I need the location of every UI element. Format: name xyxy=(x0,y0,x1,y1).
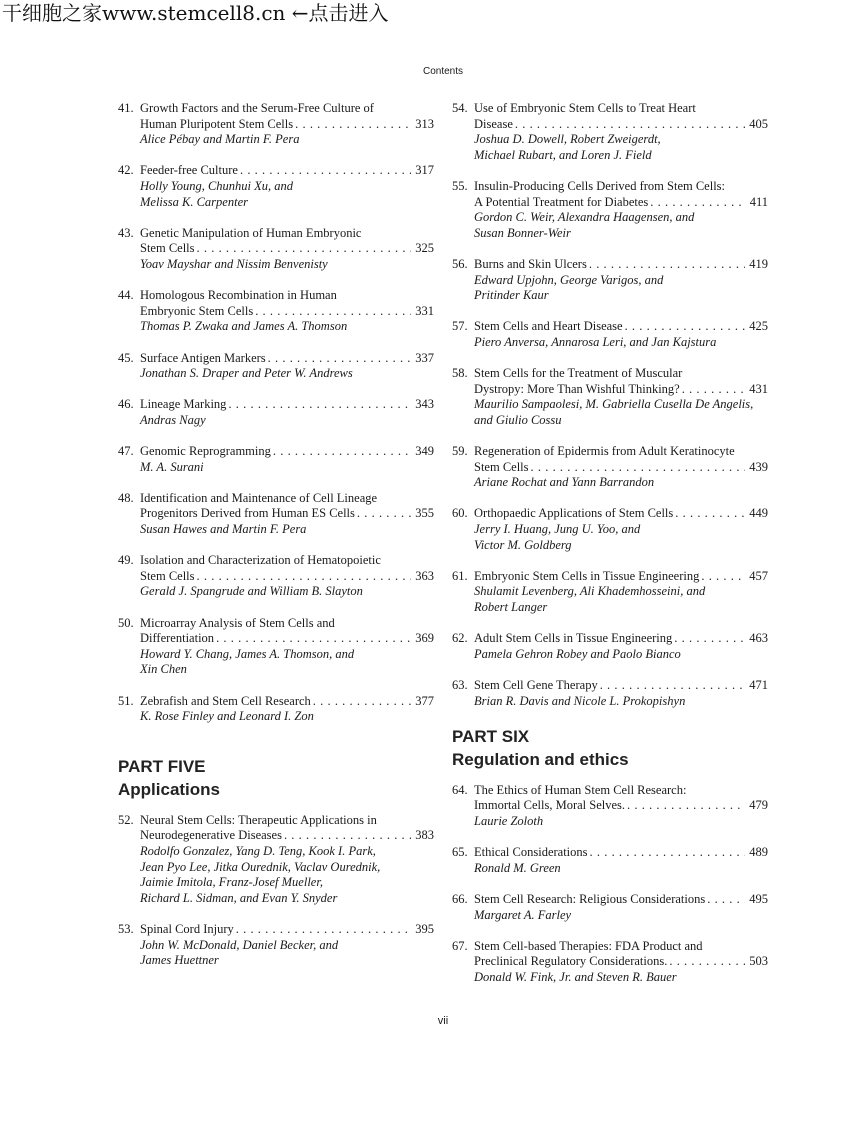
chapter-title-text: Disease xyxy=(474,116,513,131)
dot-leader xyxy=(600,678,746,694)
chapter-number: 54. xyxy=(452,101,468,115)
chapter-title-text: Embryonic Stem Cells in Tissue Engineering xyxy=(474,568,700,583)
chapter-authors: Susan Hawes and Martin F. Pera xyxy=(140,522,307,537)
chapter-number: 64. xyxy=(452,782,468,797)
page-ref: 343 xyxy=(415,397,434,412)
chapter-title-text: Neurodegenerative Diseases xyxy=(140,828,282,843)
toc-entry[interactable] xyxy=(118,226,434,273)
toc-entry[interactable] xyxy=(118,553,434,600)
dot-leader xyxy=(590,845,746,861)
chapter-title-line xyxy=(474,382,768,398)
chapter-title-line xyxy=(474,506,768,522)
chapter-title-text: Burns and Skin Ulcers xyxy=(474,256,587,271)
page-ref: 405 xyxy=(749,116,768,131)
toc-entry[interactable] xyxy=(452,444,768,491)
page-ref: 363 xyxy=(415,568,434,583)
chapter-number: 59. xyxy=(452,444,468,459)
chapter-number: 65. xyxy=(452,845,468,860)
page-ref: 489 xyxy=(749,845,768,860)
toc-entry[interactable] xyxy=(118,616,434,678)
chapter-title-text: Stem Cells xyxy=(140,568,195,583)
page-ref: 419 xyxy=(749,256,768,271)
chapter-title-text: Stem Cell Research: Religious Considerations xyxy=(474,891,706,906)
dot-leader xyxy=(625,319,746,335)
chapter-authors: Pritinder Kaur xyxy=(474,288,549,303)
chapter-number: 60. xyxy=(452,506,468,521)
toc-entry[interactable] xyxy=(118,444,434,475)
chapter-title-line xyxy=(140,163,434,179)
chapter-authors: Melissa K. Carpenter xyxy=(140,194,248,209)
chapter-title-text: Zebrafish and Stem Cell Research xyxy=(140,693,311,708)
chapter-title-text: A Potential Treatment for Diabetes xyxy=(474,194,649,209)
chapter-title-line xyxy=(140,351,434,367)
page-ref: 325 xyxy=(415,241,434,256)
chapter-authors: Jaimie Imitola, Franz-Josef Mueller, xyxy=(140,875,323,890)
chapter-title-line: Insulin-Producing Cells Derived from Stem Cells: xyxy=(474,178,726,193)
dot-leader xyxy=(295,117,411,133)
chapter-authors: Joshua D. Dowell, Robert Zweigerdt, xyxy=(474,132,661,147)
chapter-authors: Yoav Mayshar and Nissim Benvenisty xyxy=(140,256,328,271)
chapter-authors: Maurilio Sampaolesi, M. Gabriella Cusella De Angelis, xyxy=(474,397,754,412)
chapter-number: 48. xyxy=(118,490,134,505)
chapter-title-text: Orthopaedic Applications of Stem Cells xyxy=(474,506,674,521)
chapter-title-text: Stem Cells xyxy=(474,459,529,474)
chapter-title-text: Preclinical Regulatory Considerations. xyxy=(474,954,668,969)
chapter-title-line xyxy=(474,117,768,133)
chapter-title-line xyxy=(474,195,768,211)
page-ref: 331 xyxy=(415,303,434,318)
page-ref: 479 xyxy=(749,798,768,813)
chapter-title-text: Embryonic Stem Cells xyxy=(140,303,254,318)
chapter-title-text: Ethical Considerations xyxy=(474,845,588,860)
chapter-title-text: Genomic Reprogramming xyxy=(140,444,271,459)
page-ref: 411 xyxy=(749,194,768,209)
chapter-authors: James Huettner xyxy=(140,953,219,968)
page-ref: 313 xyxy=(415,116,434,131)
page-ref: 395 xyxy=(415,921,434,936)
chapter-number: 43. xyxy=(118,225,134,240)
chapter-authors: Donald W. Fink, Jr. and Steven R. Bauer xyxy=(474,969,677,984)
dot-leader xyxy=(273,444,411,460)
chapter-authors: Victor M. Goldberg xyxy=(474,537,572,552)
toc-entry[interactable] xyxy=(452,506,768,553)
page-ref: 471 xyxy=(749,677,768,692)
part-label: PART SIX xyxy=(452,726,530,746)
chapter-number: 61. xyxy=(452,568,468,583)
chapter-number: 47. xyxy=(118,444,134,459)
chapter-number: 62. xyxy=(452,631,468,646)
chapter-title-line xyxy=(474,631,768,647)
page-ref: 457 xyxy=(749,568,768,583)
toc-right-column xyxy=(452,101,768,1001)
page-ref: 425 xyxy=(749,319,768,334)
dot-leader xyxy=(240,163,411,179)
chapter-authors: Ariane Rochat and Yann Barrandon xyxy=(474,475,655,490)
chapter-title-text: Dystropy: More Than Wishful Thinking? xyxy=(474,381,680,396)
page-ref: 449 xyxy=(749,506,768,521)
dot-leader xyxy=(531,460,746,476)
chapter-title-line xyxy=(140,117,434,133)
dot-leader xyxy=(357,506,411,522)
chapter-title-line xyxy=(140,694,434,710)
chapter-title-line: Growth Factors and the Serum-Free Culture of xyxy=(140,101,374,115)
chapter-title-line xyxy=(140,444,434,460)
page-ref: 317 xyxy=(415,163,434,178)
chapter-authors: Edward Upjohn, George Varigos, and xyxy=(474,272,664,287)
toc-entry[interactable] xyxy=(118,922,434,969)
chapter-title-text: Spinal Cord Injury xyxy=(140,921,234,936)
chapter-title-line xyxy=(474,678,768,694)
chapter-number: 53. xyxy=(118,921,134,936)
dot-leader xyxy=(682,382,746,398)
chapter-authors: Andras Nagy xyxy=(140,412,206,427)
toc-left-column xyxy=(118,101,434,984)
toc-entry[interactable] xyxy=(452,892,768,923)
chapter-number: 58. xyxy=(452,366,468,381)
part-heading xyxy=(452,725,768,771)
toc-entry[interactable] xyxy=(118,163,434,210)
dot-leader xyxy=(627,798,745,814)
dot-leader xyxy=(675,506,745,522)
chapter-number: 63. xyxy=(452,677,468,692)
chapter-title-text: Surface Antigen Markers xyxy=(140,350,266,365)
chapter-title-line xyxy=(474,460,768,476)
toc-entry[interactable] xyxy=(452,783,768,830)
toc-entry[interactable] xyxy=(452,257,768,304)
toc-entry[interactable] xyxy=(118,813,434,907)
chapter-authors: Piero Anversa, Annarosa Leri, and Jan Kajstura xyxy=(474,334,717,349)
chapter-authors: John W. McDonald, Daniel Becker, and xyxy=(140,937,339,952)
toc-entry[interactable] xyxy=(118,101,434,148)
chapter-authors: K. Rose Finley and Leonard I. Zon xyxy=(140,709,314,724)
chapter-title-line: Identification and Maintenance of Cell Lineage xyxy=(140,490,378,505)
toc-entry[interactable] xyxy=(452,101,768,163)
page-ref: 337 xyxy=(415,350,434,365)
page-ref: 383 xyxy=(415,828,434,843)
chapter-title-line xyxy=(140,569,434,585)
toc-entry[interactable] xyxy=(118,351,434,382)
chapter-authors: Gerald J. Spangrude and William B. Slayton xyxy=(140,584,363,599)
chapter-title-line xyxy=(474,257,768,273)
chapter-title-line xyxy=(140,397,434,413)
chapter-title-line xyxy=(474,798,768,814)
chapter-title-text: Adult Stem Cells in Tissue Engineering xyxy=(474,631,673,646)
chapter-number: 55. xyxy=(452,178,468,193)
chapter-title-text: Lineage Marking xyxy=(140,397,227,412)
chapter-number: 56. xyxy=(452,256,468,271)
dot-leader xyxy=(674,631,745,647)
dot-leader xyxy=(284,828,411,844)
chapter-number: 46. xyxy=(118,397,134,412)
chapter-title-line: Neural Stem Cells: Therapeutic Applications in xyxy=(140,812,377,827)
dot-leader xyxy=(707,892,745,908)
chapter-authors: Holly Young, Chunhui Xu, and xyxy=(140,178,294,193)
chapter-number: 50. xyxy=(118,615,134,630)
toc-entry[interactable] xyxy=(118,491,434,538)
chapter-title-line: Genetic Manipulation of Human Embryonic xyxy=(140,225,362,240)
chapter-title-line: Use of Embryonic Stem Cells to Treat Heart xyxy=(474,101,696,115)
toc-entry[interactable] xyxy=(118,694,434,725)
page-ref: 377 xyxy=(415,693,434,708)
part-label: PART FIVE xyxy=(118,756,206,776)
dot-leader xyxy=(197,569,412,585)
chapter-title-line xyxy=(140,828,434,844)
dot-leader xyxy=(197,241,412,257)
chapter-title-line xyxy=(140,922,434,938)
toc-entry[interactable] xyxy=(118,288,434,335)
chapter-authors: Shulamit Levenberg, Ali Khademhosseini, and xyxy=(474,584,706,599)
dot-leader xyxy=(268,351,412,367)
chapter-number: 67. xyxy=(452,938,468,953)
toc-entry[interactable] xyxy=(118,397,434,428)
dot-leader xyxy=(589,257,745,273)
chapter-number: 57. xyxy=(452,319,468,334)
chapter-authors: Pamela Gehron Robey and Paolo Bianco xyxy=(474,646,681,661)
chapter-authors: Susan Bonner-Weir xyxy=(474,225,571,240)
toc-entry[interactable] xyxy=(452,678,768,709)
chapter-authors: Gordon C. Weir, Alexandra Haagensen, and xyxy=(474,210,695,225)
part-heading xyxy=(118,755,434,801)
dot-leader xyxy=(228,397,411,413)
chapter-authors: Michael Rubart, and Loren J. Field xyxy=(474,147,652,162)
part-title: Regulation and ethics xyxy=(452,749,629,769)
chapter-title-text: Stem Cell Gene Therapy xyxy=(474,677,598,692)
chapter-number: 51. xyxy=(118,693,134,708)
chapter-authors: Rodolfo Gonzalez, Yang D. Teng, Kook I. Park, xyxy=(140,843,376,858)
toc-entry[interactable] xyxy=(452,179,768,241)
dot-leader xyxy=(216,631,411,647)
toc-entry[interactable] xyxy=(452,319,768,350)
chapter-authors: Jonathan S. Draper and Peter W. Andrews xyxy=(140,366,353,381)
page-ref: 463 xyxy=(749,631,768,646)
dot-leader xyxy=(669,954,745,970)
dot-leader xyxy=(236,922,412,938)
chapter-authors: Richard L. Sidman, and Evan Y. Snyder xyxy=(140,890,338,905)
dot-leader xyxy=(515,117,745,133)
chapter-title-line xyxy=(140,631,434,647)
chapter-authors: M. A. Surani xyxy=(140,459,204,474)
page-ref: 349 xyxy=(415,444,434,459)
chapter-title-line: Regeneration of Epidermis from Adult Keratinocyte xyxy=(474,444,735,459)
chapter-title-line xyxy=(140,241,434,257)
chapter-authors: and Giulio Cossu xyxy=(474,412,562,427)
chapter-title-line xyxy=(140,506,434,522)
chapter-title-line xyxy=(474,845,768,861)
chapter-number: 45. xyxy=(118,350,134,365)
chapter-title-line: Stem Cell-based Therapies: FDA Product and xyxy=(474,938,703,953)
chapter-title-text: Progenitors Derived from Human ES Cells xyxy=(140,506,355,521)
chapter-authors: Laurie Zoloth xyxy=(474,813,544,828)
chapter-title-line: Microarray Analysis of Stem Cells and xyxy=(140,615,335,630)
chapter-title-line: Stem Cells for the Treatment of Muscular xyxy=(474,366,683,381)
page-ref: 503 xyxy=(749,954,768,969)
chapter-authors: Robert Langer xyxy=(474,600,548,614)
dot-leader xyxy=(701,569,745,585)
page-ref: 495 xyxy=(749,891,768,906)
toc-entry[interactable] xyxy=(452,939,768,986)
chapter-authors: Margaret A. Farley xyxy=(474,907,572,922)
chapter-title-line xyxy=(474,319,768,335)
chapter-number: 42. xyxy=(118,163,134,178)
toc-entry[interactable] xyxy=(452,631,768,662)
chapter-title-line: The Ethics of Human Stem Cell Research: xyxy=(474,782,687,797)
chapter-authors: Howard Y. Chang, James A. Thomson, and xyxy=(140,646,355,661)
chapter-authors: Jean Pyo Lee, Jitka Ourednik, Vaclav Ourednik, xyxy=(140,859,381,874)
chapter-authors: Thomas P. Zwaka and James A. Thomson xyxy=(140,319,348,334)
chapter-number: 49. xyxy=(118,553,134,568)
chapter-title-text: Differentiation xyxy=(140,631,215,646)
chapter-title-line: Homologous Recombination in Human xyxy=(140,288,337,303)
toc-entry[interactable] xyxy=(452,569,768,616)
page-ref: 355 xyxy=(415,506,434,521)
chapter-number: 66. xyxy=(452,891,468,906)
chapter-authors: Alice Pébay and Martin F. Pera xyxy=(140,132,300,147)
toc-entry[interactable] xyxy=(452,845,768,876)
chapter-title-text: Human Pluripotent Stem Cells xyxy=(140,116,294,131)
toc-entry[interactable] xyxy=(452,366,768,428)
chapter-title-text: Immortal Cells, Moral Selves. xyxy=(474,798,626,813)
chapter-number: 41. xyxy=(118,101,134,115)
page-number: vii xyxy=(437,1015,449,1027)
chapter-title-text: Stem Cells xyxy=(140,241,195,256)
chapter-title-line xyxy=(474,954,768,970)
chapter-title-text: Feeder-free Culture xyxy=(140,163,238,178)
chapter-title-line xyxy=(474,569,768,585)
chapter-title-text: Stem Cells and Heart Disease xyxy=(474,319,623,334)
chapter-title-line: Isolation and Characterization of Hematopoietic xyxy=(140,553,381,568)
chapter-authors: Xin Chen xyxy=(140,662,187,677)
chapter-authors: Jerry I. Huang, Jung U. Yoo, and xyxy=(474,522,641,537)
page-ref: 369 xyxy=(415,631,434,646)
chapter-authors: Ronald M. Green xyxy=(474,860,561,875)
dot-leader xyxy=(313,694,411,710)
chapter-number: 44. xyxy=(118,288,134,303)
running-head: Contents xyxy=(422,66,464,77)
chapter-title-line xyxy=(474,892,768,908)
site-banner-link[interactable]: 干细胞之家www.stemcell8.cn ←点击进入 xyxy=(2,1,389,25)
chapter-number: 52. xyxy=(118,812,134,827)
chapter-title-line xyxy=(140,304,434,320)
chapter-authors: Brian R. Davis and Nicole L. Prokopishyn xyxy=(474,693,686,708)
dot-leader xyxy=(650,195,745,211)
dot-leader xyxy=(255,304,411,320)
page-ref: 439 xyxy=(749,459,768,474)
page-ref: 431 xyxy=(749,381,768,396)
part-title: Applications xyxy=(118,779,221,799)
